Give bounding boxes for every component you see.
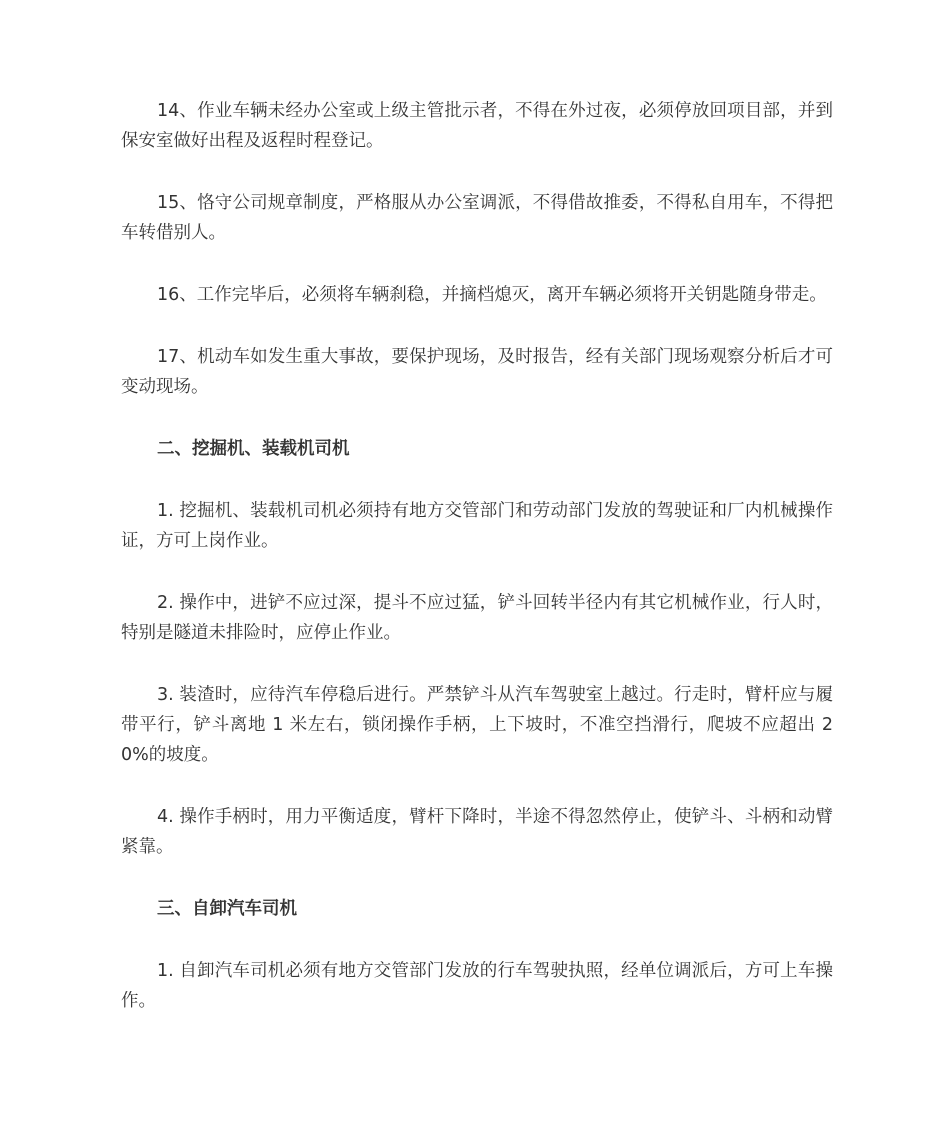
excavator-rule-4: 4. 操作手柄时，用力平衡适度，臂杆下降时，半途不得忽然停止，使铲斗、斗柄和动臂紧靠。	[121, 807, 833, 857]
section-heading-excavator: 二、挖掘机、装载机司机	[157, 439, 350, 459]
paragraph-15: 15、恪守公司规章制度，严格服从办公室调派，不得借故推委，不得私自用车，不得把车转借别人。	[121, 193, 833, 243]
dump-truck-rule-1: 1. 自卸汽车司机必须有地方交管部门发放的行车驾驶执照，经单位调派后，方可上车操作。	[121, 961, 833, 1011]
paragraph-17: 17、机动车如发生重大事故，要保护现场，及时报告，经有关部门现场观察分析后才可变动现场。	[121, 347, 833, 397]
paragraph-16: 16、工作完毕后，必须将车辆刹稳，并摘档熄灭，离开车辆必须将开关钥匙随身带走。	[157, 285, 827, 305]
excavator-rule-1: 1. 挖掘机、装载机司机必须持有地方交管部门和劳动部门发放的驾驶证和厂内机械操作证，方可上岗作业。	[121, 501, 833, 551]
document-page	[121, 96, 833, 1016]
section-heading-dump-truck: 三、自卸汽车司机	[157, 899, 297, 919]
excavator-rule-2: 2. 操作中，进铲不应过深，提斗不应过猛，铲斗回转半径内有其它机械作业，行人时，特别是隧道未排险时，应停止作业。	[121, 593, 833, 643]
excavator-rule-3: 3. 装渣时，应待汽车停稳后进行。严禁铲斗从汽车驾驶室上越过。行走时，臂杆应与履带平行，铲斗离地 1 米左右，锁闭操作手柄，上下坡时，不准空挡滑行，爬坡不应超出 20%的坡度。	[121, 685, 833, 765]
paragraph-14: 14、作业车辆未经办公室或上级主管批示者，不得在外过夜，必须停放回项目部，并到保安室做好出程及返程时程登记。	[121, 101, 833, 151]
